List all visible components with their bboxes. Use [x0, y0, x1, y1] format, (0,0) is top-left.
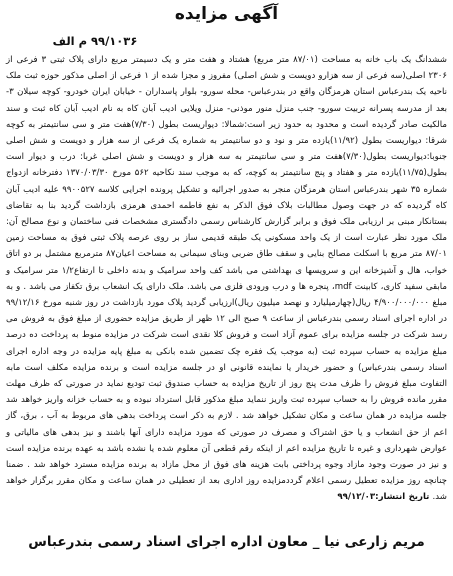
file-number: ۹۹/۱۰۳۶ م الف	[52, 34, 138, 48]
notice-body	[6, 52, 447, 506]
notice-title: آگهی مزایده	[174, 4, 279, 24]
signature-line: مریم زارعی نیا _ معاون اداره اجرای اسناد رسمی بندرعباس	[28, 534, 425, 550]
publish-date: تاریخ انتشار:۹۹/۱۲/۰۳	[337, 492, 430, 503]
notice-body-text: ششدانگ یک باب خانه به مساحت (۸۷/۰۱ متر مربع) هشتاد و هفت متر و یک دسیمتر مربع دارای پلاک ثبتی ۳ فرعی از ۲۳۰۶ اصلی(سه فرعی از سه هزارو دویست و شش اصلی) مفروز و مجزا شده از ۱ فرعی از اصلی مذکور حوزه ثبت ملک ناحیه یک بندرعباس استان هرمزگان واقع در بندرعباس- محله سورو- بلوار پاسداران - خیابان ایران خودرو- کوچه سیلان ۳- بعد از مدرسه پسرانه تربیت سورو- جنب منزل منور موذنی- منزل ویلایی ادیب آبان کاه به نام ادیب آبان کاه ثبت و سند مالکیت صادر گردیده است و محدود به حدود زیر است:شمالا: دیواریست بطول (۷/۳۰)هفت متر و سی سانتیمتر به کوچه شرقا: دیواریست بطول (۱۱/۹۲)یازده متر و نود و دو سانتیمتر به شماره یک فرعی از سه هزار و دویست و شش اصلی جنوبا:دیواریست بطول(۷/۳۰)هفت متر و سی سانتیمتر به سه هزار و دویست و شش اصلی غربا: درب و دیوار است بطول(۱۱/۷۵)یازده متر و هفتاد و پنج سانتیمتر به کوچه، که به موجب سند نکاحیه ۵۶۲ مورخ ۱۳۷۰/۰۳/۳۰ دفترخانه ازدواج شماره ۳۵ شهر بندرعباس استان هرمزگان منجر به صدور اجرائیه و تشکیل پرونده اجرایی کلاسه ۹۹۰۰۵۲۷ علیه ادیب آبان کاه گردیده که در جهت وصول مطالبات بلاک فوق الذکر به نفع فاطمه احمدی هرمزی بازداشت گردید بنا به تقاضای بستانکار مبنی بر ارزیابی ملک فوق و برابر گزارش کارشناس رسمی دادگستری مشخصات فنی ساختمان و نوع مصالح آن: ملک مورد نظر عبارت است از یک واحد مسکونی یک طبقه قدیمی ساز بر روی عرصه پلاک ثبتی فوق به مساحت زمین ۸۷/۰۱ متر مربع با اسکلت مصالح بنایی و سقف طاق ضربی وبنای سیمانی به مساحت اعیان۸۷ مترمربع مشتمل بر دو اتاق خواب، هال و آشپزخانه این و سرویسها ی بهداشتی می باشد کف واحد سرامیک و بدنه داخلی تا ارتفاع۱/۲ متر سرامیک و مابقی سفید کاری، کابینت mdf، پنجره ها و درب ورودی فلزی می باشد. ملک دارای یک انشعاب برق تکفاز می باشد . و به مبلغ ۴/۹۰۰/۰۰۰/۰۰۰ ریال(چهارمیلیارد و نهصد میلیون ریال)ارزیابی گردید پلاک مورد بازداشت در روز شنبه مورخ ۹۹/۱۲/۱۶ در اداره اجرای اسناد رسمی بندرعباس از ساعت ۹ صبح الی ۱۲ ظهر از طریق مزایده حضوری از مبلغ فوق به فروش می رسد شرکت در جلسه مزایده برای عموم آزاد است و فروش کلا نقدی است شرکت در مزایده منوط به پرداخت ده درصد مبلغ مزایده به حساب سپرده ثبت (به موجب یک فقره چک تضمین شده بانکی به مبلغ پایه مزایده در وجه اداره اجرای اسناد رسمی بندرعباس) و حضور خریدار یا نماینده قانونی او در جلسه مزایده است و برنده مزایده مکلف است مابه التفاوت مبلغ فروش را ظرف مدت پنج روز از تاریخ مزایده به حساب صندوق ثبت تودیع نماید در صورتی که ظرف مهلت مقرر مانده فروش را به حساب سپرده ثبت واریز ننماید مبلغ مذکور قابل استرداد نبوده و به حساب خزانه واریز خواهد شد جلسه مزایده در همان ساعت و مکان تشکیل خواهد شد . لازم به ذکر است پرداخت بدهی های مربوط به آب ، برق، گاز اعم از حق انشعاب و یا حق اشتراک و مصرف در صورتی که مورد مزایده دارای آنها باشند و نیز بدهی های مالیاتی و عوارض شهرداری و غیره تا تاریخ مزایده اعم از اینکه رقم قطعی آن معلوم شده یا نشده باشد به عهده برنده مزایده است و نیز در صورت وجود مازاد وجوه پرداختی بابت هزینه های فوق از محل مازاد به برنده مزایده مسترد خواهد شد . ضمنا چنانچه روز مزایده تعطیل رسمی اعلام گرددمزایده روز اداری بعد از تعطیلی در همان ساعت و مکان مقرر برگزار خواهد شد.	[6, 55, 448, 503]
